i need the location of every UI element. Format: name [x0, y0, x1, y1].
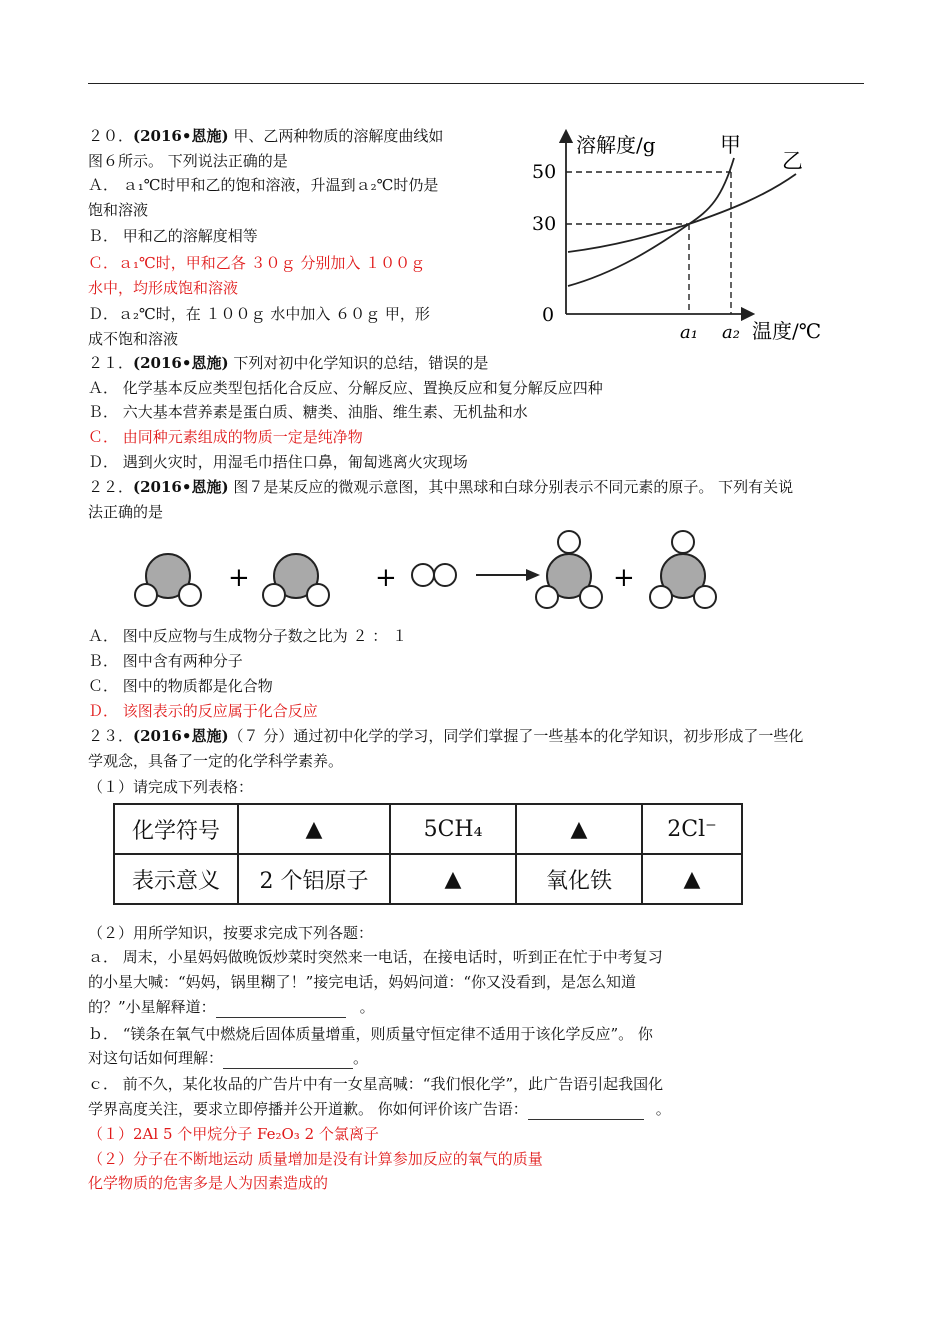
q23-answer-3: 化学物质的危害多是人为因素造成的 — [88, 1174, 329, 1192]
q23-stem1: （７ 分）通过初中化学的学习，同学们掌握了一些基本的化学知识，初步形成了一些化 — [228, 727, 804, 745]
q21-stem-line — [88, 353, 488, 373]
plus-sign-1: + — [228, 563, 250, 593]
q21-option-b: Ｂ． 六大基本营养素是蛋白质、糖类、油脂、维生素、无机盐和水 — [88, 403, 528, 421]
x-tick-a1: a₁ — [680, 322, 698, 343]
y-tick-30: 30 — [532, 213, 557, 235]
q21-option-d: Ｄ． 遇到火灾时，用湿毛巾捂住口鼻，匍匐逃离火灾现场 — [88, 453, 468, 471]
product-molecule-2 — [650, 531, 716, 608]
q23-b-line1: ｂ． “镁条在氧气中燃烧后固体质量增重，则质量守恒定律不适用于该化学反应”。 你 — [88, 1025, 653, 1043]
q20-stem-line1 — [88, 126, 443, 146]
q23-a-line3 — [88, 997, 375, 1018]
q23-b-end: 。 — [353, 1049, 369, 1067]
q20-option-c2: 水中，均形成饱和溶液 — [88, 279, 239, 297]
q22-stem1: 图７是某反应的微观示意图，其中黑球和白球分别表示不同元素的原子。 下列有关说 — [233, 478, 794, 496]
answer-blank-b[interactable] — [223, 1048, 353, 1069]
reactant-molecule-2 — [263, 554, 329, 606]
q20-option-d1: Ｄ．ａ₂℃时，在 １００ｇ 水中加入 ６０ｇ 甲，形 — [88, 305, 430, 323]
q23-b-text: 对这句话如何理解： — [88, 1049, 224, 1067]
q22-option-d: Ｄ． 该图表示的反应属于化合反应 — [88, 702, 318, 720]
q20-stem1: 甲、乙两种物质的溶解度曲线如 — [233, 127, 444, 145]
q20-option-a1: Ａ． ａ₁℃时甲和乙的饱和溶液，升温到ａ₂℃时仍是 — [88, 176, 439, 194]
symbol-table — [113, 803, 743, 905]
table-cell: ▲ — [516, 804, 642, 854]
reaction-diagram — [128, 525, 738, 615]
q23-c-text: 学界高度关注，要求立即停播并公开道歉。 你如何评价该广告语： — [88, 1100, 528, 1118]
q22-stem-line1 — [88, 477, 793, 497]
reaction-arrow-head — [526, 569, 540, 581]
q23-part2: （２）用所学知识，按要求完成下列各题： — [88, 924, 374, 942]
q20-option-b: Ｂ． 甲和乙的溶解度相等 — [88, 227, 258, 245]
table-cell: 2Cl⁻ — [642, 804, 742, 854]
q21-option-a: Ａ． 化学基本反应类型包括化合反应、分解反应、置换反应和复分解反应四种 — [88, 379, 603, 397]
q23-stem2: 学观念，具备了一定的化学科学素养。 — [88, 752, 344, 770]
q23-part1: （１）请完成下列表格： — [88, 778, 254, 796]
q21-stem: 下列对初中化学知识的总结，错误的是 — [233, 354, 489, 372]
x-tick-a2: a₂ — [722, 322, 740, 343]
table-cell: 2 个铝原子 — [238, 854, 390, 904]
reactant-molecule-3 — [412, 564, 456, 586]
q22-option-b: Ｂ． 图中含有两种分子 — [88, 652, 243, 670]
q22-option-a: Ａ． 图中反应物与生成物分子数之比为 ２ ： １ — [88, 627, 408, 645]
curve-yi-label: 乙 — [782, 149, 803, 173]
q20-stem2: 图６所示。 下列说法正确的是 — [88, 152, 288, 170]
q23-c-end: 。 — [655, 1100, 671, 1118]
table-cell: ▲ — [238, 804, 390, 854]
q20-option-d2: 成不饱和溶液 — [88, 330, 179, 348]
q23-answer-2: （２）分子在不断地运动 质量增加是没有计算参加反应的氧气的质量 — [88, 1150, 543, 1168]
answer-blank-c[interactable] — [528, 1099, 644, 1120]
y-tick-50: 50 — [532, 161, 557, 183]
q21-option-c: Ｃ． 由同种元素组成的物质一定是纯净物 — [88, 428, 363, 446]
q20-option-c1: Ｃ．ａ₁℃时，甲和乙各 ３０ｇ 分别加入 １００ｇ — [88, 254, 426, 272]
q23-answer-1: （１）2Al 5 个甲烷分子 Fe₂O₃ 2 个氯离子 — [88, 1125, 379, 1143]
q23-a-end: 。 — [359, 998, 375, 1016]
q21-source: (2016•恩施) — [133, 354, 229, 372]
origin-label: 0 — [542, 304, 555, 326]
q22-source: (2016•恩施) — [133, 478, 229, 496]
q23-a-text: 的？”小星解释道： — [88, 998, 216, 1016]
plus-sign-2: + — [375, 563, 397, 593]
curve-yi — [568, 174, 796, 252]
q22-number: ２２． — [88, 478, 134, 496]
q21-number: ２１． — [88, 354, 134, 372]
curve-jia-label: 甲 — [720, 133, 741, 157]
q23-a-line2: 的小星大喊：“妈妈，锅里糊了！”接完电话，妈妈问道：“你又没看到，是怎么知道 — [88, 973, 637, 991]
product-molecule-1 — [536, 531, 602, 608]
table-row-label: 化学符号 — [114, 804, 238, 854]
q23-stem-line1 — [88, 726, 803, 746]
q23-c-line2 — [88, 1099, 671, 1120]
curve-jia — [568, 158, 734, 286]
q23-number: ２３． — [88, 727, 134, 745]
header-rule — [88, 83, 864, 84]
table-row-label: 表示意义 — [114, 854, 238, 904]
table-row — [114, 804, 742, 854]
table-cell: ▲ — [390, 854, 516, 904]
table-row — [114, 854, 742, 904]
q22-stem2: 法正确的是 — [88, 503, 164, 521]
q22-option-c: Ｃ． 图中的物质都是化合物 — [88, 677, 273, 695]
q23-source: (2016•恩施) — [133, 727, 229, 745]
x-axis-label: 温度/℃ — [752, 319, 822, 343]
q23-a-line1: ａ． 周末，小星妈妈做晚饭炒菜时突然来一电话，在接电话时，听到正在忙于中考复习 — [88, 948, 663, 966]
q20-source: (2016•恩施) — [133, 127, 229, 145]
q20-option-a2: 饱和溶液 — [88, 201, 149, 219]
y-axis-label: 溶解度/g — [576, 133, 656, 157]
reactant-molecule-1 — [135, 554, 201, 606]
q23-b-line2 — [88, 1048, 368, 1069]
table-cell: ▲ — [642, 854, 742, 904]
answer-blank-a[interactable] — [216, 997, 346, 1018]
table-cell: 氧化铁 — [516, 854, 642, 904]
plus-sign-3: + — [613, 563, 635, 593]
table-cell: 5CH₄ — [390, 804, 516, 854]
solubility-chart — [520, 128, 860, 350]
q20-number: ２０． — [88, 127, 134, 145]
q23-c-line1: ｃ． 前不久，某化妆品的广告片中有一女星高喊：“我们恨化学”，此广告语引起我国化 — [88, 1075, 664, 1093]
